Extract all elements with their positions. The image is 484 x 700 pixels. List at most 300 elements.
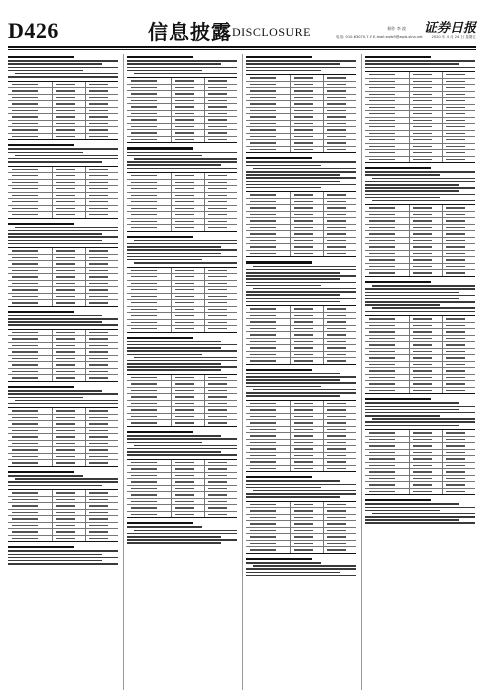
table-cell <box>442 323 475 329</box>
text-line <box>246 282 356 284</box>
table-row <box>8 375 118 381</box>
table-row <box>8 460 118 466</box>
table-cell <box>323 534 356 540</box>
text-line <box>246 278 340 280</box>
table-cell <box>85 206 118 212</box>
text-line <box>246 285 321 287</box>
text-line <box>246 386 321 388</box>
table-cell <box>171 420 204 426</box>
text-paragraph <box>246 476 356 498</box>
table-cell <box>85 415 118 421</box>
table-cell <box>323 199 356 205</box>
table-cell <box>85 261 118 267</box>
column-1 <box>8 54 118 690</box>
table-cell <box>127 225 171 231</box>
table-cell <box>8 454 52 460</box>
text-line <box>365 174 440 176</box>
table-cell <box>409 270 442 276</box>
table-cell <box>442 362 475 368</box>
table-cell <box>171 473 204 479</box>
table-cell <box>204 219 237 225</box>
text-line <box>246 269 356 271</box>
table-cell <box>8 180 52 186</box>
table-cell <box>365 450 409 456</box>
table-cell <box>442 251 475 257</box>
table-cell <box>171 206 204 212</box>
table-cell <box>442 388 475 394</box>
table-cell <box>127 137 171 143</box>
table-cell <box>52 274 85 280</box>
table-cell <box>409 231 442 237</box>
table-cell <box>204 117 237 123</box>
table-cell <box>365 355 409 361</box>
table-cell <box>171 85 204 91</box>
table-cell <box>8 114 52 120</box>
text-line <box>365 402 459 404</box>
text-line <box>365 194 475 196</box>
text-line <box>246 395 340 397</box>
text-line <box>365 516 475 518</box>
table-cell <box>246 420 290 426</box>
table-cell <box>365 489 409 495</box>
table-cell <box>442 92 475 98</box>
table-cell <box>409 105 442 111</box>
table-cell <box>246 101 290 107</box>
table-cell <box>409 456 442 462</box>
table-cell <box>85 248 118 254</box>
table-cell <box>127 180 171 186</box>
table-cell <box>204 492 237 498</box>
table-row <box>8 300 118 306</box>
table-cell <box>171 313 204 319</box>
table-cell <box>290 528 323 534</box>
table-cell <box>204 388 237 394</box>
text-paragraph <box>365 281 475 312</box>
table-cell <box>8 349 52 355</box>
paragraph-heading <box>8 144 74 146</box>
table-cell <box>442 205 475 211</box>
table-cell <box>323 95 356 101</box>
text-line <box>253 288 356 290</box>
text-line <box>8 233 102 235</box>
section-title-en: DISCLOSURE <box>232 25 312 39</box>
paragraph-heading <box>8 56 74 58</box>
text-line <box>8 554 102 556</box>
table-cell <box>442 157 475 163</box>
table-cell <box>365 118 409 124</box>
table-cell <box>323 446 356 452</box>
table-cell <box>365 98 409 104</box>
table-cell <box>442 98 475 104</box>
table-cell <box>246 502 290 508</box>
table-row <box>8 536 118 542</box>
table-cell <box>442 150 475 156</box>
table-cell <box>204 180 237 186</box>
table-cell <box>171 307 204 313</box>
table-cell <box>323 528 356 534</box>
table-cell <box>85 287 118 293</box>
table-cell <box>442 238 475 244</box>
table-cell <box>290 127 323 133</box>
table-cell <box>290 414 323 420</box>
table-cell <box>8 248 52 254</box>
paragraph-heading <box>8 311 74 313</box>
text-line <box>246 575 356 577</box>
table-cell <box>52 186 85 192</box>
table-cell <box>85 300 118 306</box>
table-cell <box>127 300 171 306</box>
table-cell <box>85 523 118 529</box>
newspaper-logo: 证券日报 <box>423 21 476 36</box>
financial-table <box>246 400 356 473</box>
table-cell <box>365 437 409 443</box>
table-cell <box>85 114 118 120</box>
table-cell <box>365 323 409 329</box>
text-line <box>365 67 475 69</box>
text-line <box>365 519 459 521</box>
table-cell <box>127 388 171 394</box>
table-cell <box>171 274 204 280</box>
table-cell <box>290 547 323 553</box>
table-cell <box>204 186 237 192</box>
text-line <box>372 285 475 287</box>
text-line <box>15 478 118 480</box>
table-cell <box>204 486 237 492</box>
table-cell <box>127 193 171 199</box>
table-cell <box>204 193 237 199</box>
table-cell <box>127 124 171 130</box>
text-line <box>127 243 237 245</box>
text-line <box>127 360 237 362</box>
table-cell <box>85 186 118 192</box>
table-cell <box>246 114 290 120</box>
text-line <box>246 63 340 65</box>
table-cell <box>409 124 442 130</box>
page-number: D426 <box>8 18 59 43</box>
table-cell <box>365 105 409 111</box>
table-cell <box>204 111 237 117</box>
table-cell <box>323 515 356 521</box>
table-cell <box>52 173 85 179</box>
text-line <box>127 70 202 72</box>
table-cell <box>52 369 85 375</box>
table-cell <box>127 78 171 84</box>
table-cell <box>246 212 290 218</box>
table-cell <box>323 225 356 231</box>
table-row <box>365 388 475 394</box>
table-cell <box>8 415 52 421</box>
table-cell <box>204 320 237 326</box>
masthead-rule <box>8 46 476 48</box>
table-cell <box>290 326 323 332</box>
table-cell <box>204 313 237 319</box>
table-cell <box>290 140 323 146</box>
text-line <box>127 350 237 352</box>
text-line <box>365 295 475 297</box>
table-cell <box>204 499 237 505</box>
table-cell <box>442 212 475 218</box>
table-cell <box>442 218 475 224</box>
table-cell <box>246 127 290 133</box>
table-cell <box>365 342 409 348</box>
table-cell <box>246 459 290 465</box>
table-cell <box>290 114 323 120</box>
text-line <box>253 565 356 567</box>
table-cell <box>204 104 237 110</box>
table-cell <box>442 336 475 342</box>
table-cell <box>442 244 475 250</box>
table-cell <box>8 287 52 293</box>
table-cell <box>246 75 290 81</box>
table-cell <box>52 441 85 447</box>
table-cell <box>85 421 118 427</box>
table-cell <box>85 95 118 101</box>
table-cell <box>290 401 323 407</box>
table-cell <box>409 476 442 482</box>
table-cell <box>85 127 118 133</box>
table-row <box>8 212 118 218</box>
text-line <box>372 307 475 309</box>
text-line <box>8 315 102 317</box>
table-cell <box>290 345 323 351</box>
table-cell <box>171 460 204 466</box>
table-cell <box>290 101 323 107</box>
table-cell <box>171 225 204 231</box>
table-cell <box>204 78 237 84</box>
table-cell <box>52 255 85 261</box>
text-line <box>365 412 475 414</box>
table-cell <box>171 492 204 498</box>
table-cell <box>8 281 52 287</box>
table-cell <box>323 427 356 433</box>
table-cell <box>171 130 204 136</box>
section-title-cn: 信息披露 <box>148 20 232 44</box>
text-paragraph <box>246 157 356 188</box>
table-cell <box>171 117 204 123</box>
text-line <box>365 425 459 427</box>
text-line <box>8 240 102 242</box>
table-cell <box>204 130 237 136</box>
text-line <box>8 481 118 483</box>
table-cell <box>246 231 290 237</box>
table-cell <box>52 490 85 496</box>
table-cell <box>52 121 85 127</box>
table-cell <box>323 134 356 140</box>
table-cell <box>323 238 356 244</box>
table-cell <box>365 79 409 85</box>
table-cell <box>85 167 118 173</box>
table-cell <box>171 173 204 179</box>
table-cell <box>409 257 442 263</box>
table-cell <box>323 459 356 465</box>
table-cell <box>246 244 290 250</box>
text-line <box>15 400 118 402</box>
table-cell <box>290 420 323 426</box>
table-cell <box>365 131 409 137</box>
table-cell <box>323 433 356 439</box>
paragraph-heading <box>365 499 431 501</box>
table-cell <box>171 294 204 300</box>
table-cell <box>442 111 475 117</box>
text-line <box>246 67 356 69</box>
financial-table <box>127 374 237 427</box>
text-line <box>8 243 118 245</box>
financial-table <box>365 429 475 495</box>
text-line <box>8 236 118 238</box>
table-cell <box>8 529 52 535</box>
text-paragraph <box>365 56 475 68</box>
table-cell <box>171 281 204 287</box>
text-line <box>127 536 221 538</box>
text-line <box>246 480 340 482</box>
table-cell <box>127 466 171 472</box>
table-cell <box>52 510 85 516</box>
table-cell <box>323 453 356 459</box>
text-line <box>253 490 356 492</box>
table-cell <box>246 358 290 364</box>
table-cell <box>290 453 323 459</box>
table-cell <box>323 101 356 107</box>
text-line <box>8 230 118 232</box>
table-cell <box>127 199 171 205</box>
text-line <box>365 197 440 199</box>
table-cell <box>442 469 475 475</box>
table-cell <box>8 274 52 280</box>
table-cell <box>8 369 52 375</box>
table-cell <box>8 497 52 503</box>
table-cell <box>127 473 171 479</box>
table-cell <box>246 108 290 114</box>
table-cell <box>52 199 85 205</box>
table-cell <box>365 463 409 469</box>
text-line <box>8 390 102 392</box>
table-cell <box>442 225 475 231</box>
table-cell <box>85 134 118 140</box>
table-cell <box>323 251 356 257</box>
table-cell <box>409 489 442 495</box>
table-cell <box>171 111 204 117</box>
table-cell <box>365 264 409 270</box>
table-cell <box>442 72 475 78</box>
masthead <box>8 16 476 46</box>
table-cell <box>8 82 52 88</box>
text-line <box>15 73 118 75</box>
table-cell <box>323 326 356 332</box>
table-cell <box>204 512 237 518</box>
text-line <box>127 344 237 346</box>
text-line <box>246 496 340 498</box>
table-cell <box>290 306 323 312</box>
table-cell <box>85 362 118 368</box>
table-cell <box>52 503 85 509</box>
text-paragraph <box>246 369 356 397</box>
financial-table <box>8 166 118 219</box>
text-line <box>246 184 356 186</box>
text-line <box>246 294 340 296</box>
text-line <box>8 321 102 323</box>
text-line <box>127 539 237 541</box>
table-cell <box>171 466 204 472</box>
table-cell <box>442 118 475 124</box>
table-cell <box>52 343 85 349</box>
table-cell <box>246 446 290 452</box>
table-cell <box>290 95 323 101</box>
text-line <box>253 389 356 391</box>
table-cell <box>323 547 356 553</box>
table-cell <box>52 447 85 453</box>
table-cell <box>204 307 237 313</box>
text-line <box>365 288 475 290</box>
table-cell <box>290 339 323 345</box>
text-line <box>246 60 356 62</box>
text-paragraph <box>8 223 118 245</box>
table-cell <box>409 430 442 436</box>
table-cell <box>85 330 118 336</box>
masthead-rule-thin <box>8 49 476 50</box>
table-row <box>127 225 237 231</box>
table-cell <box>442 231 475 237</box>
table-row <box>365 270 475 276</box>
table-cell <box>290 218 323 224</box>
table-cell <box>442 463 475 469</box>
paragraph-heading <box>127 337 193 339</box>
table-cell <box>409 362 442 368</box>
text-paragraph <box>365 167 475 201</box>
table-cell <box>127 479 171 485</box>
text-line <box>127 366 237 368</box>
table-cell <box>290 212 323 218</box>
table-cell <box>52 336 85 342</box>
table-cell <box>85 454 118 460</box>
table-cell <box>127 492 171 498</box>
table-cell <box>127 307 171 313</box>
table-cell <box>204 479 237 485</box>
table-cell <box>365 238 409 244</box>
text-line <box>365 171 475 173</box>
text-line <box>127 442 202 444</box>
table-cell <box>246 466 290 472</box>
table-cell <box>52 248 85 254</box>
table-cell <box>409 218 442 224</box>
table-cell <box>409 111 442 117</box>
table-cell <box>409 238 442 244</box>
table-cell <box>52 523 85 529</box>
table-cell <box>52 95 85 101</box>
table-cell <box>171 104 204 110</box>
table-cell <box>365 270 409 276</box>
paragraph-heading <box>246 157 312 159</box>
table-cell <box>52 356 85 362</box>
text-paragraph <box>246 261 356 302</box>
table-cell <box>246 225 290 231</box>
table-cell <box>171 137 204 143</box>
table-cell <box>85 510 118 516</box>
text-line <box>246 291 356 293</box>
table-cell <box>171 388 204 394</box>
table-cell <box>85 88 118 94</box>
table-cell <box>246 407 290 413</box>
table-cell <box>127 313 171 319</box>
table-cell <box>290 134 323 140</box>
text-paragraph <box>246 56 356 71</box>
table-cell <box>171 499 204 505</box>
table-cell <box>365 349 409 355</box>
table-cell <box>52 127 85 133</box>
table-cell <box>52 428 85 434</box>
table-cell <box>127 268 171 274</box>
table-cell <box>323 352 356 358</box>
table-cell <box>85 281 118 287</box>
